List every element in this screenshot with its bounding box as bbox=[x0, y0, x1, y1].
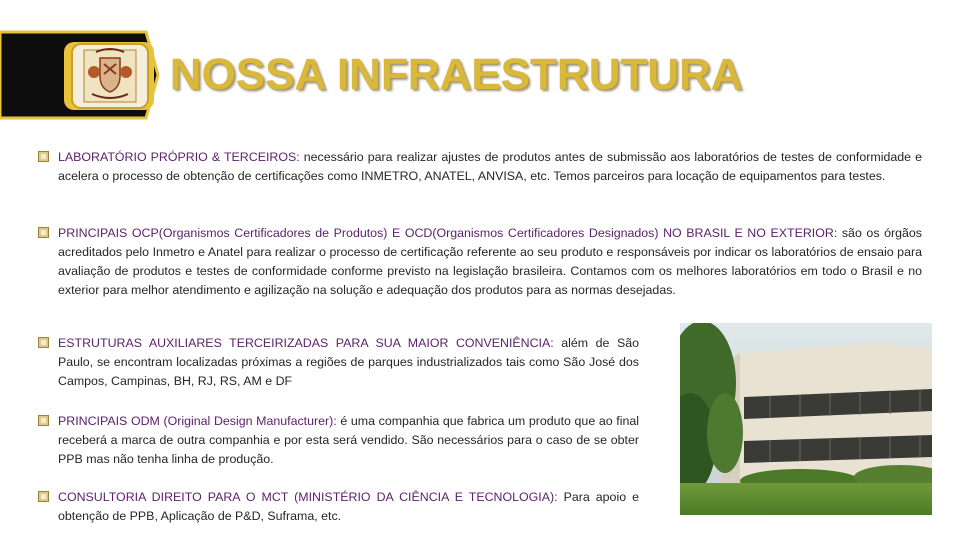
office-building-icon bbox=[680, 323, 932, 515]
list-item-body: além de São Paulo, se encontram localizadas próximas a regiões de parques industrializados tais como São José dos Campos, Campinas, BH, RJ, RS, AM e DF bbox=[58, 336, 639, 388]
checkbox-bullet-icon bbox=[38, 491, 49, 502]
list-item bbox=[38, 224, 922, 300]
list-item-text bbox=[58, 224, 922, 300]
checkbox-bullet-icon bbox=[38, 337, 49, 348]
list-item-label: LABORATÓRIO PRÓPRIO & TERCEIROS: bbox=[58, 150, 300, 164]
list-item-label: PRINCIPAIS OCP(Organismos Certificadores de Produtos) E OCD(Organismos Certificadores Designados) NO BRASIL E NO EXTERIOR: bbox=[58, 226, 838, 240]
list-item-label: CONSULTORIA DIREITO PARA O MCT (MINISTÉRIO DA CIÊNCIA E TECNOLOGIA): bbox=[58, 490, 558, 504]
list-item bbox=[38, 412, 639, 469]
list-item-body: são os órgãos acreditados pelo Inmetro e Anatel para realizar o processo de certificação referente ao seu produto e responsáveis por indicar os laboratórios de ensaio para avaliação de produtos e testes de conformidade conforme previsto na legislação brasileira. Contamos com os melhores laboratórios em todo o Brasil e no exterior para melhor atendimento e agilização na solução e adequação dos produtos para as normas desejadas. bbox=[58, 226, 922, 297]
list-item-body: é uma companhia que fabrica um produto que ao final receberá a marca de outra companhia e por esta será vendido. São necessários para o caso de se obter PPB mas não tenha linha de produção. bbox=[58, 414, 639, 466]
list-item-text bbox=[58, 488, 639, 526]
page-title: NOSSA INFRAESTRUTURA bbox=[170, 50, 743, 99]
list-item-text bbox=[58, 148, 922, 186]
list-item bbox=[38, 334, 639, 391]
list-item-label: PRINCIPAIS ODM (Original Design Manufacturer): bbox=[58, 414, 337, 428]
logo-icon bbox=[72, 44, 148, 108]
checkbox-bullet-icon bbox=[38, 227, 49, 238]
list-item bbox=[38, 488, 639, 526]
list-item-text bbox=[58, 334, 639, 391]
list-item bbox=[38, 148, 922, 186]
building-photo bbox=[680, 323, 932, 515]
checkbox-bullet-icon bbox=[38, 415, 49, 426]
header-banner bbox=[0, 30, 160, 120]
list-item-text bbox=[58, 412, 639, 469]
list-item-body: necessário para realizar ajustes de produtos antes de submissão aos laboratórios de testes de conformidade e acelera o processo de obtenção de certificações como INMETRO, ANATEL, ANVISA, etc. Temos parceiros para locação de equipamentos para testes. bbox=[58, 150, 922, 183]
list-item-body: Para apoio e obtenção de PPB, Aplicação de P&D, Suframa, etc. bbox=[58, 490, 639, 523]
checkbox-bullet-icon bbox=[38, 151, 49, 162]
list-item-label: ESTRUTURAS AUXILIARES TERCEIRIZADAS PARA SUA MAIOR CONVENIÊNCIA: bbox=[58, 336, 554, 350]
